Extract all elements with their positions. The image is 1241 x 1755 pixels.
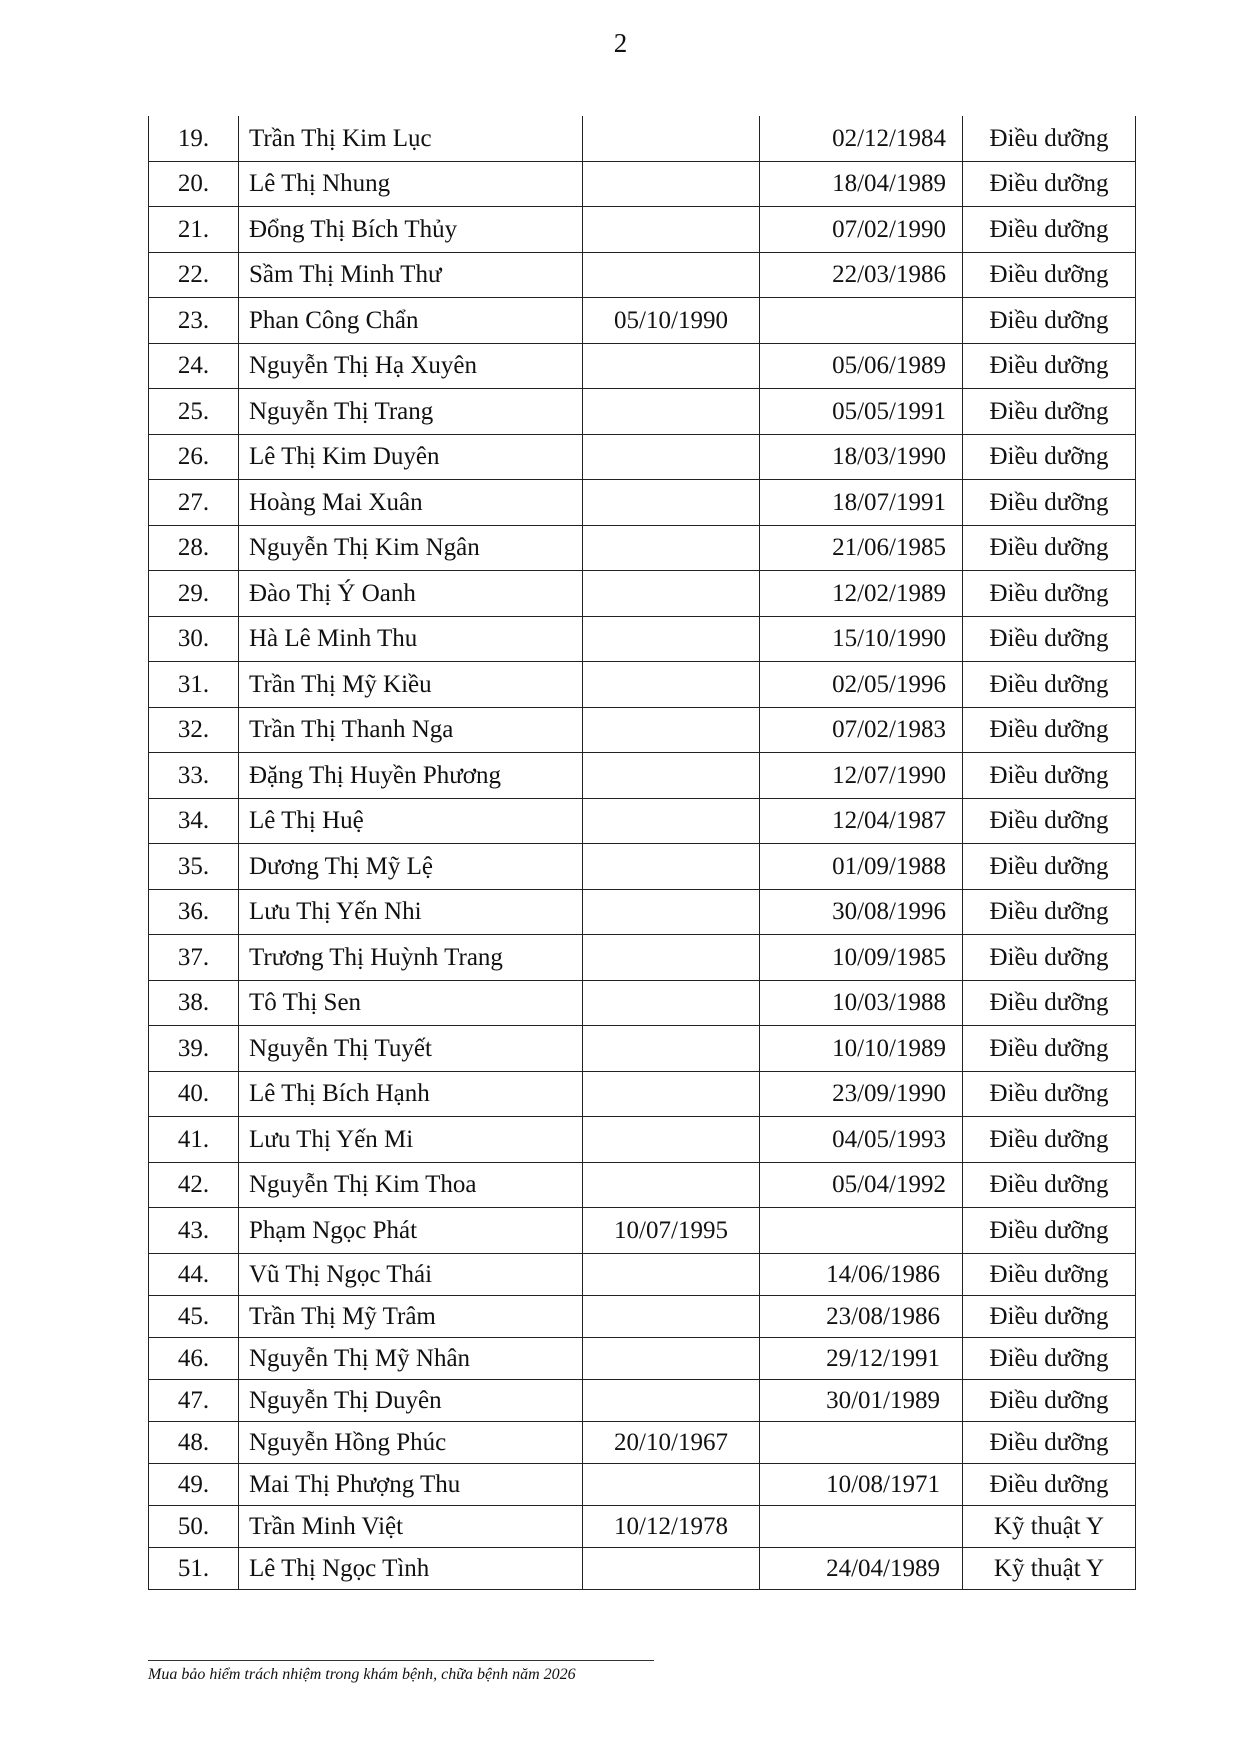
row-number: 23.	[149, 298, 239, 344]
row-number: 44.	[149, 1253, 239, 1295]
table-row	[149, 1421, 1136, 1463]
row-number: 33.	[149, 753, 239, 799]
staff-name: Trương Thị Huỳnh Trang	[239, 935, 583, 981]
staff-role: Điều dưỡng	[963, 116, 1136, 161]
table-row	[149, 389, 1136, 435]
birth-date-male	[583, 1379, 760, 1421]
table-row	[149, 480, 1136, 526]
birth-date-female: 12/04/1987	[760, 798, 963, 844]
table-row	[149, 571, 1136, 617]
birth-date-female: 29/12/1991	[760, 1337, 963, 1379]
birth-date-female: 07/02/1990	[760, 207, 963, 253]
birth-date-female	[760, 1505, 963, 1547]
staff-table-body	[149, 116, 1136, 1589]
staff-role: Điều dưỡng	[963, 980, 1136, 1026]
staff-role: Điều dưỡng	[963, 389, 1136, 435]
staff-role: Điều dưỡng	[963, 161, 1136, 207]
staff-name: Nguyễn Thị Kim Ngân	[239, 525, 583, 571]
staff-name: Hoàng Mai Xuân	[239, 480, 583, 526]
birth-date-female: 12/07/1990	[760, 753, 963, 799]
staff-name: Nguyễn Thị Kim Thoa	[239, 1162, 583, 1208]
staff-role: Điều dưỡng	[963, 571, 1136, 617]
footer-divider	[148, 1660, 654, 1661]
table-row	[149, 1071, 1136, 1117]
table-row	[149, 753, 1136, 799]
row-number: 38.	[149, 980, 239, 1026]
staff-name: Nguyễn Thị Mỹ Nhân	[239, 1337, 583, 1379]
birth-date-male	[583, 662, 760, 708]
birth-date-male	[583, 525, 760, 571]
row-number: 19.	[149, 116, 239, 161]
table-row	[149, 252, 1136, 298]
staff-role: Điều dưỡng	[963, 1162, 1136, 1208]
staff-name: Trần Thị Thanh Nga	[239, 707, 583, 753]
birth-date-male	[583, 616, 760, 662]
table-row	[149, 1026, 1136, 1072]
row-number: 41.	[149, 1117, 239, 1163]
birth-date-female: 23/08/1986	[760, 1295, 963, 1337]
birth-date-female: 18/07/1991	[760, 480, 963, 526]
birth-date-male	[583, 480, 760, 526]
birth-date-female: 12/02/1989	[760, 571, 963, 617]
staff-role: Điều dưỡng	[963, 252, 1136, 298]
table-row	[149, 343, 1136, 389]
staff-role: Điều dưỡng	[963, 1421, 1136, 1463]
staff-name: Lê Thị Kim Duyên	[239, 434, 583, 480]
table-row	[149, 1463, 1136, 1505]
birth-date-male: 05/10/1990	[583, 298, 760, 344]
staff-name: Vũ Thị Ngọc Thái	[239, 1253, 583, 1295]
row-number: 32.	[149, 707, 239, 753]
staff-name: Phan Công Chẩn	[239, 298, 583, 344]
staff-name: Dương Thị Mỹ Lệ	[239, 844, 583, 890]
staff-name: Tô Thị Sen	[239, 980, 583, 1026]
staff-name: Mai Thị Phượng Thu	[239, 1463, 583, 1505]
birth-date-male	[583, 1026, 760, 1072]
birth-date-female: 04/05/1993	[760, 1117, 963, 1163]
table-row	[149, 1505, 1136, 1547]
staff-name: Nguyễn Hồng Phúc	[239, 1421, 583, 1463]
staff-role: Điều dưỡng	[963, 480, 1136, 526]
birth-date-male	[583, 343, 760, 389]
row-number: 43.	[149, 1208, 239, 1254]
table-row	[149, 889, 1136, 935]
birth-date-female	[760, 298, 963, 344]
row-number: 28.	[149, 525, 239, 571]
birth-date-female: 02/05/1996	[760, 662, 963, 708]
birth-date-female: 18/03/1990	[760, 434, 963, 480]
staff-name: Nguyễn Thị Duyên	[239, 1379, 583, 1421]
birth-date-female: 10/08/1971	[760, 1463, 963, 1505]
staff-role: Điều dưỡng	[963, 798, 1136, 844]
table-row	[149, 434, 1136, 480]
table-row	[149, 980, 1136, 1026]
birth-date-female: 05/06/1989	[760, 343, 963, 389]
row-number: 21.	[149, 207, 239, 253]
staff-role: Điều dưỡng	[963, 935, 1136, 981]
birth-date-male	[583, 753, 760, 799]
staff-name: Nguyễn Thị Trang	[239, 389, 583, 435]
staff-name: Đặng Thị Huyền Phương	[239, 753, 583, 799]
row-number: 40.	[149, 1071, 239, 1117]
staff-name: Lê Thị Nhung	[239, 161, 583, 207]
staff-role: Điều dưỡng	[963, 889, 1136, 935]
staff-role: Điều dưỡng	[963, 844, 1136, 890]
birth-date-male	[583, 1463, 760, 1505]
staff-role: Kỹ thuật Y	[963, 1547, 1136, 1589]
staff-role: Điều dưỡng	[963, 1379, 1136, 1421]
row-number: 22.	[149, 252, 239, 298]
staff-role: Điều dưỡng	[963, 1071, 1136, 1117]
row-number: 35.	[149, 844, 239, 890]
page-number: 2	[613, 28, 628, 58]
row-number: 37.	[149, 935, 239, 981]
staff-role: Kỹ thuật Y	[963, 1505, 1136, 1547]
row-number: 47.	[149, 1379, 239, 1421]
birth-date-female: 18/04/1989	[760, 161, 963, 207]
table-row	[149, 1379, 1136, 1421]
table-row	[149, 662, 1136, 708]
birth-date-male	[583, 571, 760, 617]
row-number: 39.	[149, 1026, 239, 1072]
birth-date-male	[583, 707, 760, 753]
table-row	[149, 1208, 1136, 1254]
row-number: 48.	[149, 1421, 239, 1463]
birth-date-female: 30/08/1996	[760, 889, 963, 935]
staff-role: Điều dưỡng	[963, 1117, 1136, 1163]
table-row	[149, 798, 1136, 844]
staff-role: Điều dưỡng	[963, 616, 1136, 662]
row-number: 36.	[149, 889, 239, 935]
staff-name: Trần Thị Mỹ Trâm	[239, 1295, 583, 1337]
birth-date-female: 10/03/1988	[760, 980, 963, 1026]
birth-date-male	[583, 434, 760, 480]
staff-role: Điều dưỡng	[963, 298, 1136, 344]
birth-date-male	[583, 252, 760, 298]
table-row	[149, 616, 1136, 662]
table-row	[149, 1253, 1136, 1295]
row-number: 25.	[149, 389, 239, 435]
staff-name: Trần Thị Mỹ Kiều	[239, 662, 583, 708]
birth-date-male	[583, 1071, 760, 1117]
table-row	[149, 298, 1136, 344]
row-number: 34.	[149, 798, 239, 844]
birth-date-male	[583, 116, 760, 161]
table-row	[149, 844, 1136, 890]
birth-date-female: 24/04/1989	[760, 1547, 963, 1589]
staff-name: Nguyễn Thị Hạ Xuyên	[239, 343, 583, 389]
staff-role: Điều dưỡng	[963, 1463, 1136, 1505]
table-row	[149, 1117, 1136, 1163]
birth-date-female: 02/12/1984	[760, 116, 963, 161]
staff-role: Điều dưỡng	[963, 662, 1136, 708]
birth-date-female	[760, 1421, 963, 1463]
birth-date-male	[583, 844, 760, 890]
row-number: 46.	[149, 1337, 239, 1379]
birth-date-male	[583, 980, 760, 1026]
staff-table	[148, 116, 1136, 1590]
staff-role: Điều dưỡng	[963, 434, 1136, 480]
birth-date-male	[583, 1162, 760, 1208]
birth-date-female	[760, 1208, 963, 1254]
row-number: 49.	[149, 1463, 239, 1505]
birth-date-male	[583, 798, 760, 844]
birth-date-female: 22/03/1986	[760, 252, 963, 298]
staff-name: Trần Thị Kim Lục	[239, 116, 583, 161]
staff-role: Điều dưỡng	[963, 525, 1136, 571]
birth-date-male	[583, 1295, 760, 1337]
birth-date-female: 05/05/1991	[760, 389, 963, 435]
birth-date-male	[583, 889, 760, 935]
table-row	[149, 707, 1136, 753]
footer-note: Mua bảo hiểm trách nhiệm trong khám bệnh, chữa bệnh năm 2026	[148, 1666, 576, 1683]
birth-date-female: 21/06/1985	[760, 525, 963, 571]
birth-date-female: 14/06/1986	[760, 1253, 963, 1295]
staff-role: Điều dưỡng	[963, 1026, 1136, 1072]
table-row	[149, 935, 1136, 981]
row-number: 26.	[149, 434, 239, 480]
birth-date-male	[583, 1547, 760, 1589]
staff-name: Phạm Ngọc Phát	[239, 1208, 583, 1254]
staff-name: Sầm Thị Minh Thư	[239, 252, 583, 298]
row-number: 30.	[149, 616, 239, 662]
birth-date-female: 10/10/1989	[760, 1026, 963, 1072]
staff-name: Đổng Thị Bích Thủy	[239, 207, 583, 253]
row-number: 45.	[149, 1295, 239, 1337]
staff-name: Lưu Thị Yến Mi	[239, 1117, 583, 1163]
birth-date-male	[583, 1253, 760, 1295]
row-number: 27.	[149, 480, 239, 526]
birth-date-female: 30/01/1989	[760, 1379, 963, 1421]
staff-role: Điều dưỡng	[963, 343, 1136, 389]
row-number: 51.	[149, 1547, 239, 1589]
staff-name: Hà Lê Minh Thu	[239, 616, 583, 662]
staff-role: Điều dưỡng	[963, 207, 1136, 253]
staff-role: Điều dưỡng	[963, 1337, 1136, 1379]
staff-role: Điều dưỡng	[963, 707, 1136, 753]
birth-date-male	[583, 1337, 760, 1379]
staff-name: Lê Thị Huệ	[239, 798, 583, 844]
table-row	[149, 1162, 1136, 1208]
row-number: 42.	[149, 1162, 239, 1208]
staff-role: Điều dưỡng	[963, 753, 1136, 799]
birth-date-female: 23/09/1990	[760, 1071, 963, 1117]
birth-date-male: 10/12/1978	[583, 1505, 760, 1547]
row-number: 50.	[149, 1505, 239, 1547]
table-row	[149, 1337, 1136, 1379]
staff-role: Điều dưỡng	[963, 1295, 1136, 1337]
birth-date-male	[583, 1117, 760, 1163]
staff-name: Lê Thị Ngọc Tình	[239, 1547, 583, 1589]
staff-role: Điều dưỡng	[963, 1253, 1136, 1295]
table-row	[149, 525, 1136, 571]
birth-date-female: 01/09/1988	[760, 844, 963, 890]
birth-date-female: 15/10/1990	[760, 616, 963, 662]
birth-date-female: 05/04/1992	[760, 1162, 963, 1208]
staff-name: Đào Thị Ý Oanh	[239, 571, 583, 617]
row-number: 24.	[149, 343, 239, 389]
table-row	[149, 161, 1136, 207]
row-number: 31.	[149, 662, 239, 708]
birth-date-male	[583, 161, 760, 207]
staff-name: Nguyễn Thị Tuyết	[239, 1026, 583, 1072]
birth-date-male: 20/10/1967	[583, 1421, 760, 1463]
table-row	[149, 1295, 1136, 1337]
staff-name: Trần Minh Việt	[239, 1505, 583, 1547]
birth-date-male	[583, 389, 760, 435]
table-row	[149, 116, 1136, 161]
row-number: 20.	[149, 161, 239, 207]
table-row	[149, 1547, 1136, 1589]
birth-date-male	[583, 207, 760, 253]
staff-role: Điều dưỡng	[963, 1208, 1136, 1254]
staff-name: Lê Thị Bích Hạnh	[239, 1071, 583, 1117]
row-number: 29.	[149, 571, 239, 617]
birth-date-male: 10/07/1995	[583, 1208, 760, 1254]
birth-date-female: 10/09/1985	[760, 935, 963, 981]
staff-name: Lưu Thị Yến Nhi	[239, 889, 583, 935]
table-row	[149, 207, 1136, 253]
birth-date-female: 07/02/1983	[760, 707, 963, 753]
birth-date-male	[583, 935, 760, 981]
